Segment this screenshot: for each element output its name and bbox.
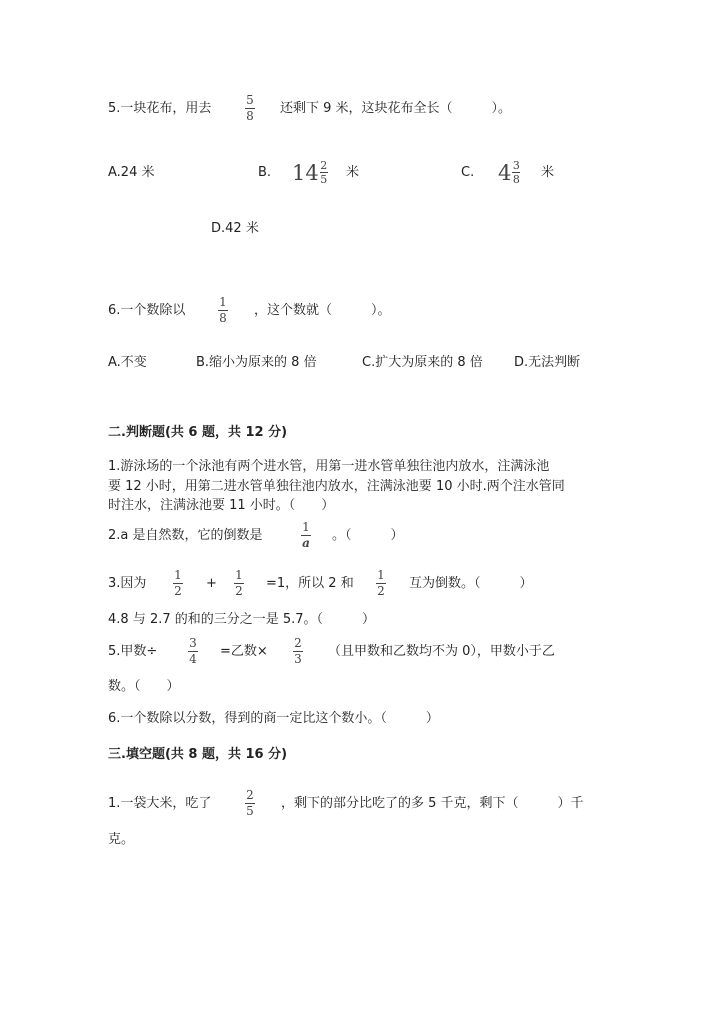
q5-option-a: A.24 米 — [108, 165, 155, 180]
s2-q5-fraction-2 — [293, 637, 303, 666]
mixed-fraction — [320, 160, 328, 185]
fraction-denominator: 8 — [246, 109, 254, 123]
q6-suffix: ，这个数就（ ）。 — [254, 303, 391, 318]
s2-q4: 4.8 与 2.7 的和的三分之一是 5.7。（ ） — [108, 612, 376, 627]
s2-q5-suffix: （且甲数和乙数均不为 0），甲数小于乙 — [328, 644, 555, 659]
q5-option-c-label: C. — [461, 165, 475, 180]
fraction-numerator: 1 — [302, 520, 310, 534]
q5-stem-rest — [280, 101, 511, 117]
s3-q1-suffix: ，剩下的部分比吃了的多 5 千克，剩下（ ）千 — [281, 796, 584, 811]
s2-q3-suffix: 互为倒数。（ ） — [409, 576, 533, 591]
fraction-numerator: 1 — [377, 568, 385, 582]
fraction-numerator: 2 — [246, 788, 254, 802]
s2-q6: 6.一个数除以分数，得到的商一定比这个数小。（ ） — [108, 711, 439, 726]
q6-option-b: B.缩小为原来的 8 倍 — [196, 355, 317, 370]
fraction-numerator: 1 — [235, 568, 243, 582]
q5-option-d: D.42 米 — [211, 221, 259, 236]
s3-q1-line2: 克。 — [108, 832, 135, 847]
q6-prefix: 6.一个数除以 — [108, 303, 186, 318]
s3-q1-fraction — [245, 789, 255, 818]
q5-fraction — [245, 94, 255, 123]
fraction-denominator: 3 — [294, 652, 302, 666]
s2-q3-mid: =1，所以 2 和 — [266, 576, 354, 591]
q5-stem — [108, 101, 211, 117]
fraction-denominator: 5 — [320, 173, 328, 186]
s2-q3-fraction-1 — [173, 569, 183, 598]
s2-q3-fraction-2 — [234, 569, 244, 598]
fraction-denominator: 8 — [219, 311, 227, 325]
s2-q5-prefix: 5.甲数÷ — [108, 644, 158, 659]
s2-q2-prefix: 2.a 是自然数，它的倒数是 — [108, 528, 263, 543]
s2-q5-fraction-1 — [188, 637, 198, 666]
mixed-fraction — [512, 160, 520, 185]
q5-option-b-mixed-number — [292, 160, 328, 185]
q6-option-a: A.不变 — [108, 355, 147, 370]
q6-fraction — [218, 296, 228, 325]
mixed-whole: 14 — [292, 160, 319, 185]
q5-option-b-unit: 米 — [346, 165, 360, 180]
fraction-denominator: 4 — [189, 652, 197, 666]
section3-heading: 三.填空题(共 8 题，共 16 分) — [108, 747, 288, 762]
q5-option-b-label: B. — [258, 165, 272, 180]
q6-option-d: D.无法判断 — [514, 355, 581, 370]
s2-q3-fraction-3 — [376, 569, 386, 598]
s2-q2-suffix: 。（ ） — [332, 528, 404, 543]
fraction-numerator: 1 — [174, 568, 182, 582]
fraction-denominator: 8 — [512, 173, 520, 186]
fraction-denominator: 5 — [246, 804, 254, 818]
section2-heading: 二.判断题(共 6 题，共 12 分) — [108, 425, 288, 440]
q5-option-c-mixed-number — [498, 160, 520, 185]
fraction-numerator: 5 — [246, 93, 254, 107]
mixed-whole: 4 — [498, 160, 512, 185]
q6-option-c: C.扩大为原来的 8 倍 — [362, 355, 483, 370]
q5-option-c-unit: 米 — [541, 165, 555, 180]
fraction-denominator: 2 — [174, 584, 182, 598]
s2-q5-mid: =乙数× — [220, 644, 268, 659]
s2-q1-line1: 1.游泳场的一个泳池有两个进水管，用第一进水管单独往池内放水，注满泳池 — [108, 459, 550, 474]
fraction-denominator: 2 — [377, 584, 385, 598]
fraction-numerator: 2 — [294, 636, 302, 650]
s2-q1-line3: 时注水，注满泳池要 11 小时。（ ） — [108, 498, 335, 513]
s2-q3-plus: + — [206, 576, 217, 591]
q5-suffix: 还剩下 9 米，这块花布全长（ ）。 — [280, 101, 512, 116]
s2-q1-line2: 要 12 小时，用第二进水管单独往池内放水，注满泳池要 10 小时.两个注水管同 — [108, 479, 565, 494]
q5-prefix: 5.一块花布，用去 — [108, 101, 212, 116]
s2-q2-fraction — [301, 521, 311, 550]
fraction-numerator: 3 — [189, 636, 197, 650]
fraction-numerator: 1 — [219, 295, 227, 309]
s2-q3-prefix: 3.因为 — [108, 576, 147, 591]
fraction-denominator: 2 — [235, 584, 243, 598]
fraction-numerator: 2 — [320, 159, 328, 172]
fraction-numerator: 3 — [512, 159, 520, 172]
s2-q5-line2: 数。（ ） — [108, 679, 180, 694]
s3-q1-prefix: 1.一袋大米，吃了 — [108, 796, 212, 811]
fraction-denominator: a — [302, 536, 310, 550]
